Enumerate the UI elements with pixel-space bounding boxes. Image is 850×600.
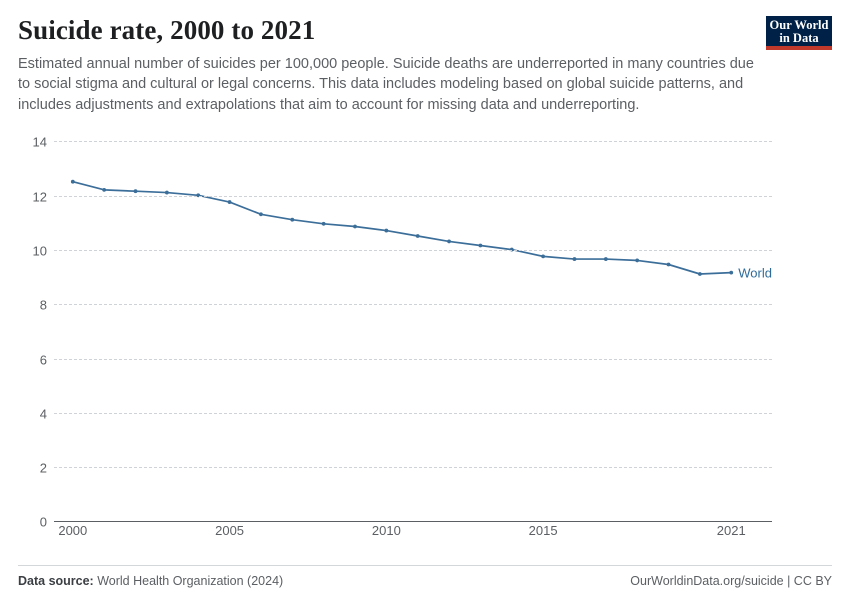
y-axis-tick-label: 14 (32, 134, 47, 150)
x-axis (54, 523, 832, 541)
data-point[interactable] (667, 263, 671, 267)
y-axis-tick-label: 10 (32, 243, 47, 259)
y-axis-tick-label: 6 (39, 352, 47, 368)
data-point[interactable] (290, 218, 294, 222)
y-axis-tick-label: 2 (39, 460, 47, 476)
line-series-svg (54, 141, 832, 521)
chart-header (18, 16, 832, 115)
data-point[interactable] (102, 188, 106, 192)
data-point[interactable] (259, 213, 263, 217)
x-axis-tick-label: 2000 (58, 523, 88, 539)
data-point[interactable] (416, 235, 420, 239)
x-axis-tick-label: 2021 (716, 523, 746, 539)
y-axis-tick-label: 8 (39, 297, 47, 313)
chart-area (18, 129, 832, 559)
gridline (39, 352, 772, 368)
data-point[interactable] (479, 244, 483, 248)
owid-logo[interactable] (766, 16, 832, 50)
gridline (32, 134, 772, 150)
data-point[interactable] (729, 271, 733, 275)
owid-logo-line1: Our World (769, 18, 829, 32)
footer-attribution[interactable]: OurWorldinData.org/suicide | CC BY (630, 574, 832, 588)
gridline (39, 297, 772, 313)
y-axis-tick-label: 4 (39, 406, 47, 422)
series-label-world[interactable]: World (738, 265, 772, 281)
gridline (32, 189, 772, 205)
data-point[interactable] (165, 191, 169, 195)
gridline (39, 406, 772, 422)
data-point[interactable] (353, 225, 357, 229)
data-point[interactable] (573, 258, 577, 262)
page-title: Suicide rate, 2000 to 2021 (18, 15, 316, 45)
chart-subtitle: Estimated annual number of suicides per 100,000 people. Suicide deaths are underreported in many countries due to social stigma and cultural or legal concerns. This data includes modeling based on global suicide patterns, and includes adjustments and extrapolations that aim to account for missing data and underreporting. (18, 55, 754, 113)
data-point[interactable] (541, 255, 545, 259)
data-point[interactable] (134, 190, 138, 194)
data-point[interactable] (635, 259, 639, 263)
y-axis-tick-label: 12 (32, 189, 47, 205)
data-source-text: World Health Organization (2024) (97, 574, 284, 588)
gridline (32, 243, 772, 259)
gridline (39, 514, 772, 530)
y-axis-tick-label: 0 (39, 514, 47, 530)
data-point[interactable] (228, 201, 232, 205)
data-point[interactable] (698, 273, 702, 277)
data-point[interactable] (447, 240, 451, 244)
x-axis-tick-label: 2015 (528, 523, 558, 539)
data-source (18, 574, 283, 588)
chart-footer (18, 565, 832, 588)
owid-logo-line2: in Data (779, 31, 819, 45)
x-axis-tick-label: 2010 (371, 523, 401, 539)
gridline (39, 460, 772, 476)
data-point[interactable] (322, 222, 326, 226)
data-point[interactable] (604, 258, 608, 262)
data-point[interactable] (384, 229, 388, 233)
x-axis-tick-label: 2005 (215, 523, 245, 539)
data-point[interactable] (71, 180, 75, 184)
plot-region[interactable] (32, 134, 832, 530)
data-source-label: Data source: (18, 574, 94, 588)
